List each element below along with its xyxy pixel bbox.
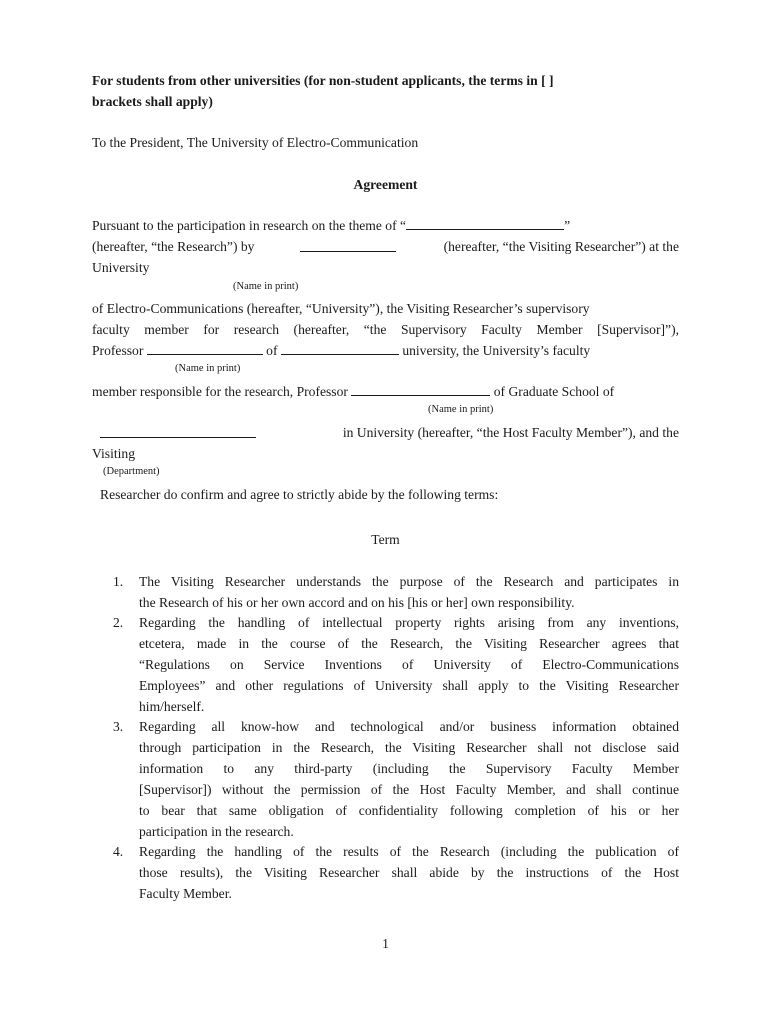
term-heading: Term	[371, 532, 400, 547]
term-2-line-3: “Regulations on Service Inventions of University of Electro-Communications	[139, 657, 679, 672]
header-line-2: brackets shall apply)	[92, 94, 213, 109]
term-3-line-3: information to any third-party (including the Supervisory Faculty Member	[139, 761, 679, 776]
body-line-confirm: Researcher do confirm and agree to strictly abide by the following terms:	[100, 487, 499, 502]
body-line-professor: Professor of university, the University’s faculty	[92, 343, 591, 358]
term-2-line-2: etcetera, made in the course of the Research, the Visiting Researcher agrees that	[139, 636, 679, 651]
term-2-number: 2.	[113, 615, 124, 630]
term-1-line-2: the Research of his or her own accord and on his [his or her] own responsibility.	[139, 595, 575, 610]
body-line-faculty: faculty member for research (hereafter, “the Supervisory Faculty Member [Supervisor]”),	[92, 322, 679, 337]
term-2-line-5: him/herself.	[139, 699, 205, 714]
body-line-electro: of Electro-Communications (hereafter, “University”), the Visiting Researcher’s supervisory	[92, 301, 590, 316]
term-1-number: 1.	[113, 574, 124, 589]
name-in-print-note-3: (Name in print)	[428, 404, 494, 415]
document-title: Agreement	[353, 177, 418, 192]
page-number: 1	[382, 936, 389, 951]
term-3-line-4: [Supervisor]) without the permission of the Host Faculty Member, and shall continue	[139, 782, 679, 797]
term-3-number: 3.	[113, 719, 124, 734]
theme-blank[interactable]	[406, 216, 564, 230]
term-2-line-4: Employees” and other regulations of University shall apply to the Visiting Researcher	[139, 678, 679, 693]
host-name-blank[interactable]	[351, 382, 490, 396]
term-3-line-6: participation in the research.	[139, 824, 294, 839]
supervisor-name-blank[interactable]	[147, 341, 263, 355]
header-line-1: For students from other universities (for non-student applicants, the terms in [ ]	[92, 73, 554, 88]
term-4-line-3: Faculty Member.	[139, 886, 232, 901]
name-in-print-note-2: (Name in print)	[175, 363, 241, 374]
term-2-line-1: Regarding the handling of intellectual property rights arising from any inventions,	[139, 615, 679, 630]
term-4-number: 4.	[113, 844, 124, 859]
university-blank[interactable]	[281, 341, 399, 355]
body-line-host-professor: member responsible for the research, Professor of Graduate School of	[92, 384, 615, 399]
body-line-by: (hereafter, “the Research”) by (hereafter, “the Visiting Researcher”) at the	[92, 239, 679, 254]
term-1-line-1: The Visiting Researcher understands the purpose of the Research and participates in	[139, 574, 679, 589]
addressee: To the President, The University of Electro-Communication	[92, 135, 419, 150]
body-line-theme: Pursuant to the participation in research on the theme of “ ”	[92, 218, 571, 233]
term-3-line-5: to bear that same obligation of confidentiality following completion of his or her	[139, 803, 679, 818]
body-line-visiting: Visiting	[92, 446, 135, 461]
body-line-university: University	[92, 260, 150, 275]
department-blank[interactable]	[100, 424, 256, 438]
term-4-line-2: those results), the Visiting Researcher shall abide by the instructions of the Host	[139, 865, 679, 880]
term-3-line-2: through participation in the Research, the Visiting Researcher shall not disclose said	[139, 740, 679, 755]
term-3-line-1: Regarding all know-how and technological and/or business information obtained	[139, 719, 679, 734]
researcher-name-blank[interactable]	[300, 238, 396, 252]
department-note: (Department)	[103, 466, 160, 477]
term-4-line-1: Regarding the handling of the results of the Research (including the publication of	[139, 844, 679, 859]
name-in-print-note-1: (Name in print)	[233, 281, 299, 292]
